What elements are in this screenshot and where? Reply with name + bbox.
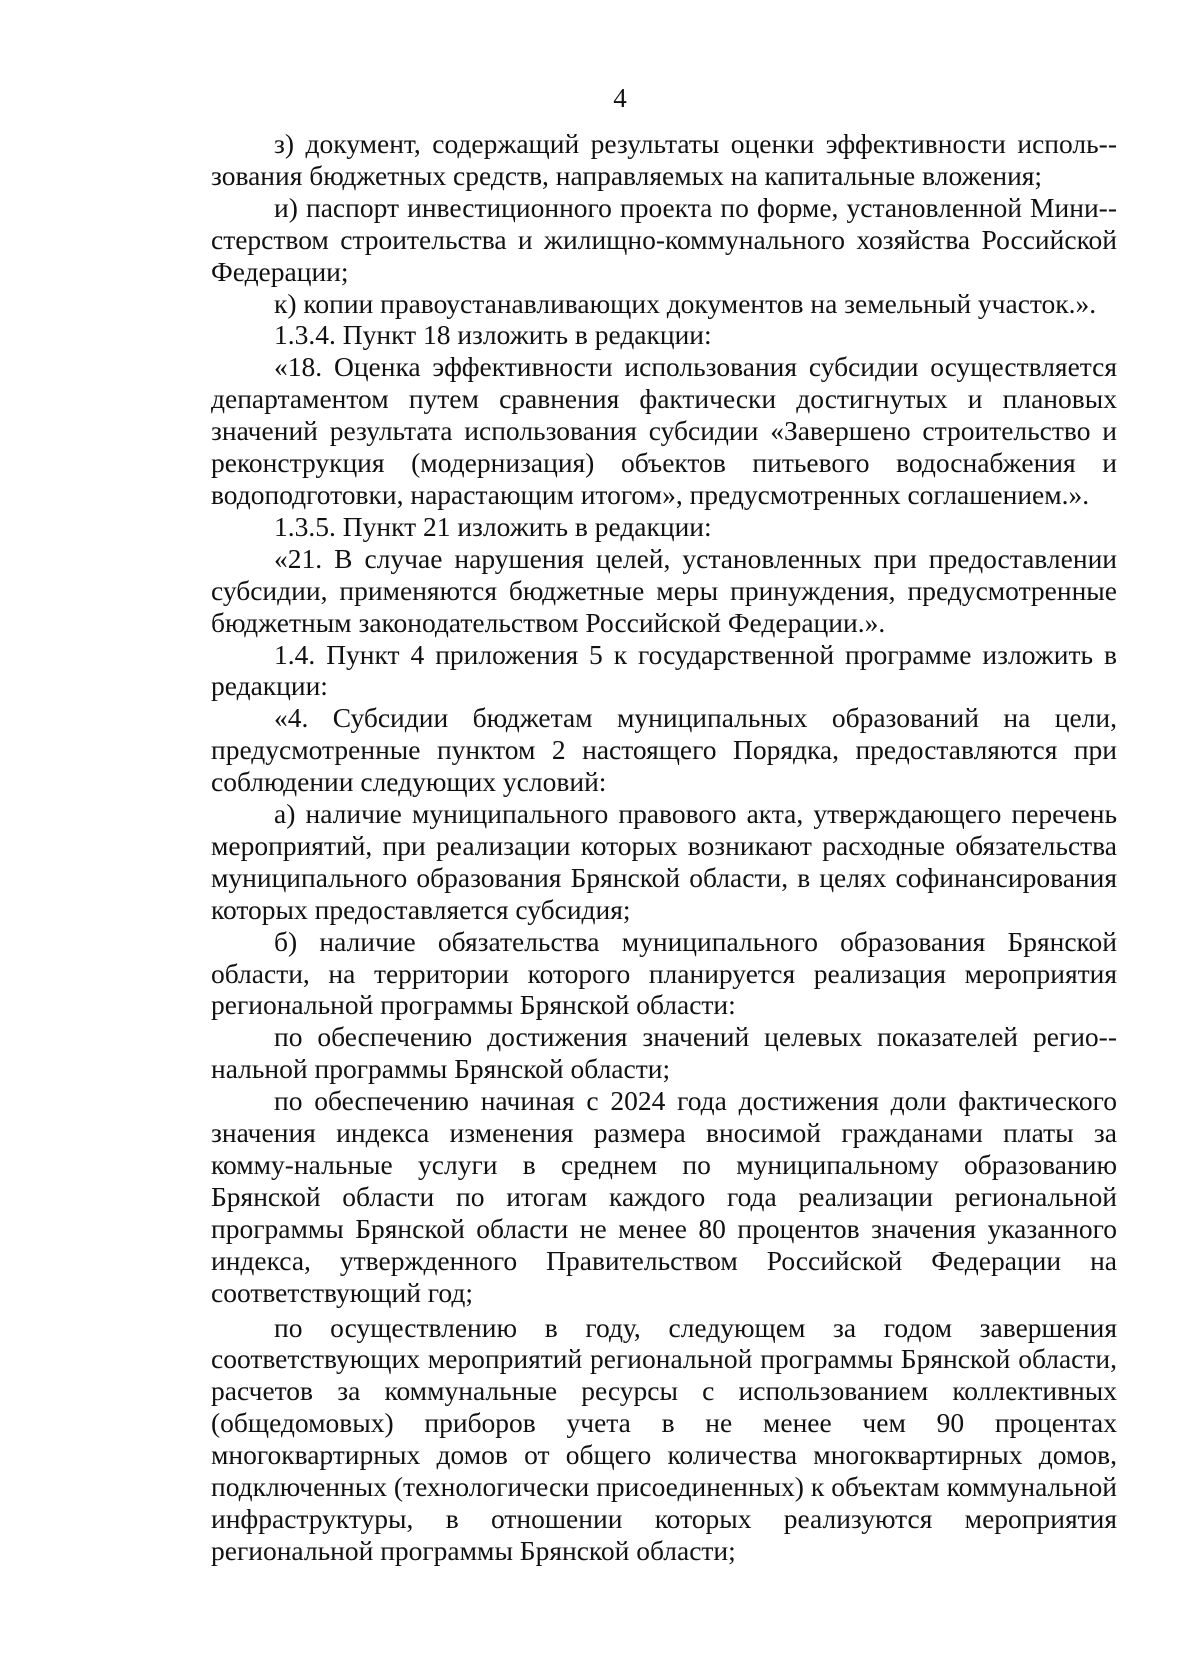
- paragraph-index-share: по обеспечению начиная с 2024 года достижения доли фактического значения индекса изменения размера вносимой гражданами платы за комму-нальные услуги в среднем по муниципальному образованию Брянской области по итогам каждого года реализации региональной программы Брянской области не менее 80 процентов значения указанного индекса, утвержденного Правительством Российской Федерации на соответствующий год;: [211, 1085, 1117, 1308]
- paragraph-point-4: «4. Субсидии бюджетам муниципальных образований на цели, предусмотренные пунктом 2 настоящего Порядка, предоставляются при соблюдении следующих условий:: [211, 702, 1117, 798]
- paragraph-z-item: з) документ, содержащий результаты оценки эффективности исполь-зования бюджетных средств, направляемых на капитальные вложения;: [211, 128, 1117, 191]
- paragraph-k-item: к) копии правоустанавливающих документов на земельный участок.».: [274, 287, 1097, 319]
- document-body: [211, 128, 1117, 1567]
- paragraph-1-4: 1.4. Пункт 4 приложения 5 к государственной программе изложить в редакции:: [211, 638, 1117, 702]
- paragraph-point-21: «21. В случае нарушения целей, установленных при предоставлении субсидии, применяются бюджетные меры принуждения, предусмотренные бюджетным законодательством Российской Федерации.».: [211, 542, 1117, 638]
- paragraph-metering: по осуществлению в году, следующем за годом завершения соответствующих мероприятий региональной программы Брянской области, расчетов за коммунальные ресурсы с использованием коллективных (общедомовых) приборов учета в не менее чем 90 процентах многоквартирных домов от общего количества многоквартирных домов, подключенных (технологически присоединенных) к объектам коммунальной инфраструктуры, в отношении которых реализуются мероприятия региональной программы Брянской области;: [211, 1311, 1117, 1566]
- paragraph-1-3-5: 1.3.5. Пункт 21 изложить в редакции:: [274, 510, 712, 542]
- paragraph-1-3-4: 1.3.4. Пункт 18 изложить в редакции:: [274, 319, 712, 351]
- paragraph-a-item: а) наличие муниципального правового акта, утверждающего перечень мероприятий, при реализации которых возникают расходные обязательства муниципального образования Брянской области, в целях софинансирования которых предоставляется субсидия;: [211, 798, 1117, 925]
- paragraph-targets: по обеспечению достижения значений целевых показателей регио-нальной программы Брянской области;: [211, 1021, 1117, 1085]
- page-number: 4: [613, 83, 627, 113]
- paragraph-b-item: б) наличие обязательства муниципального образования Брянской области, на территории которого планируется реализация мероприятия региональной программы Брянской области:: [211, 925, 1117, 1021]
- paragraph-point-18: «18. Оценка эффективности использования субсидии осуществляется департаментом путем сравнения фактически достигнутых и плановых значений результата использования субсидии «Завершено строительство и реконструкция (модернизация) объектов питьевого водоснабжения и водоподготовки, нарастающим итогом», предусмотренных соглашением.».: [211, 351, 1117, 510]
- paragraph-i-item: и) паспорт инвестиционного проекта по форме, установленной Мини-стерством строительства и жилищно-коммунального хозяйства Российской Федерации;: [211, 191, 1117, 287]
